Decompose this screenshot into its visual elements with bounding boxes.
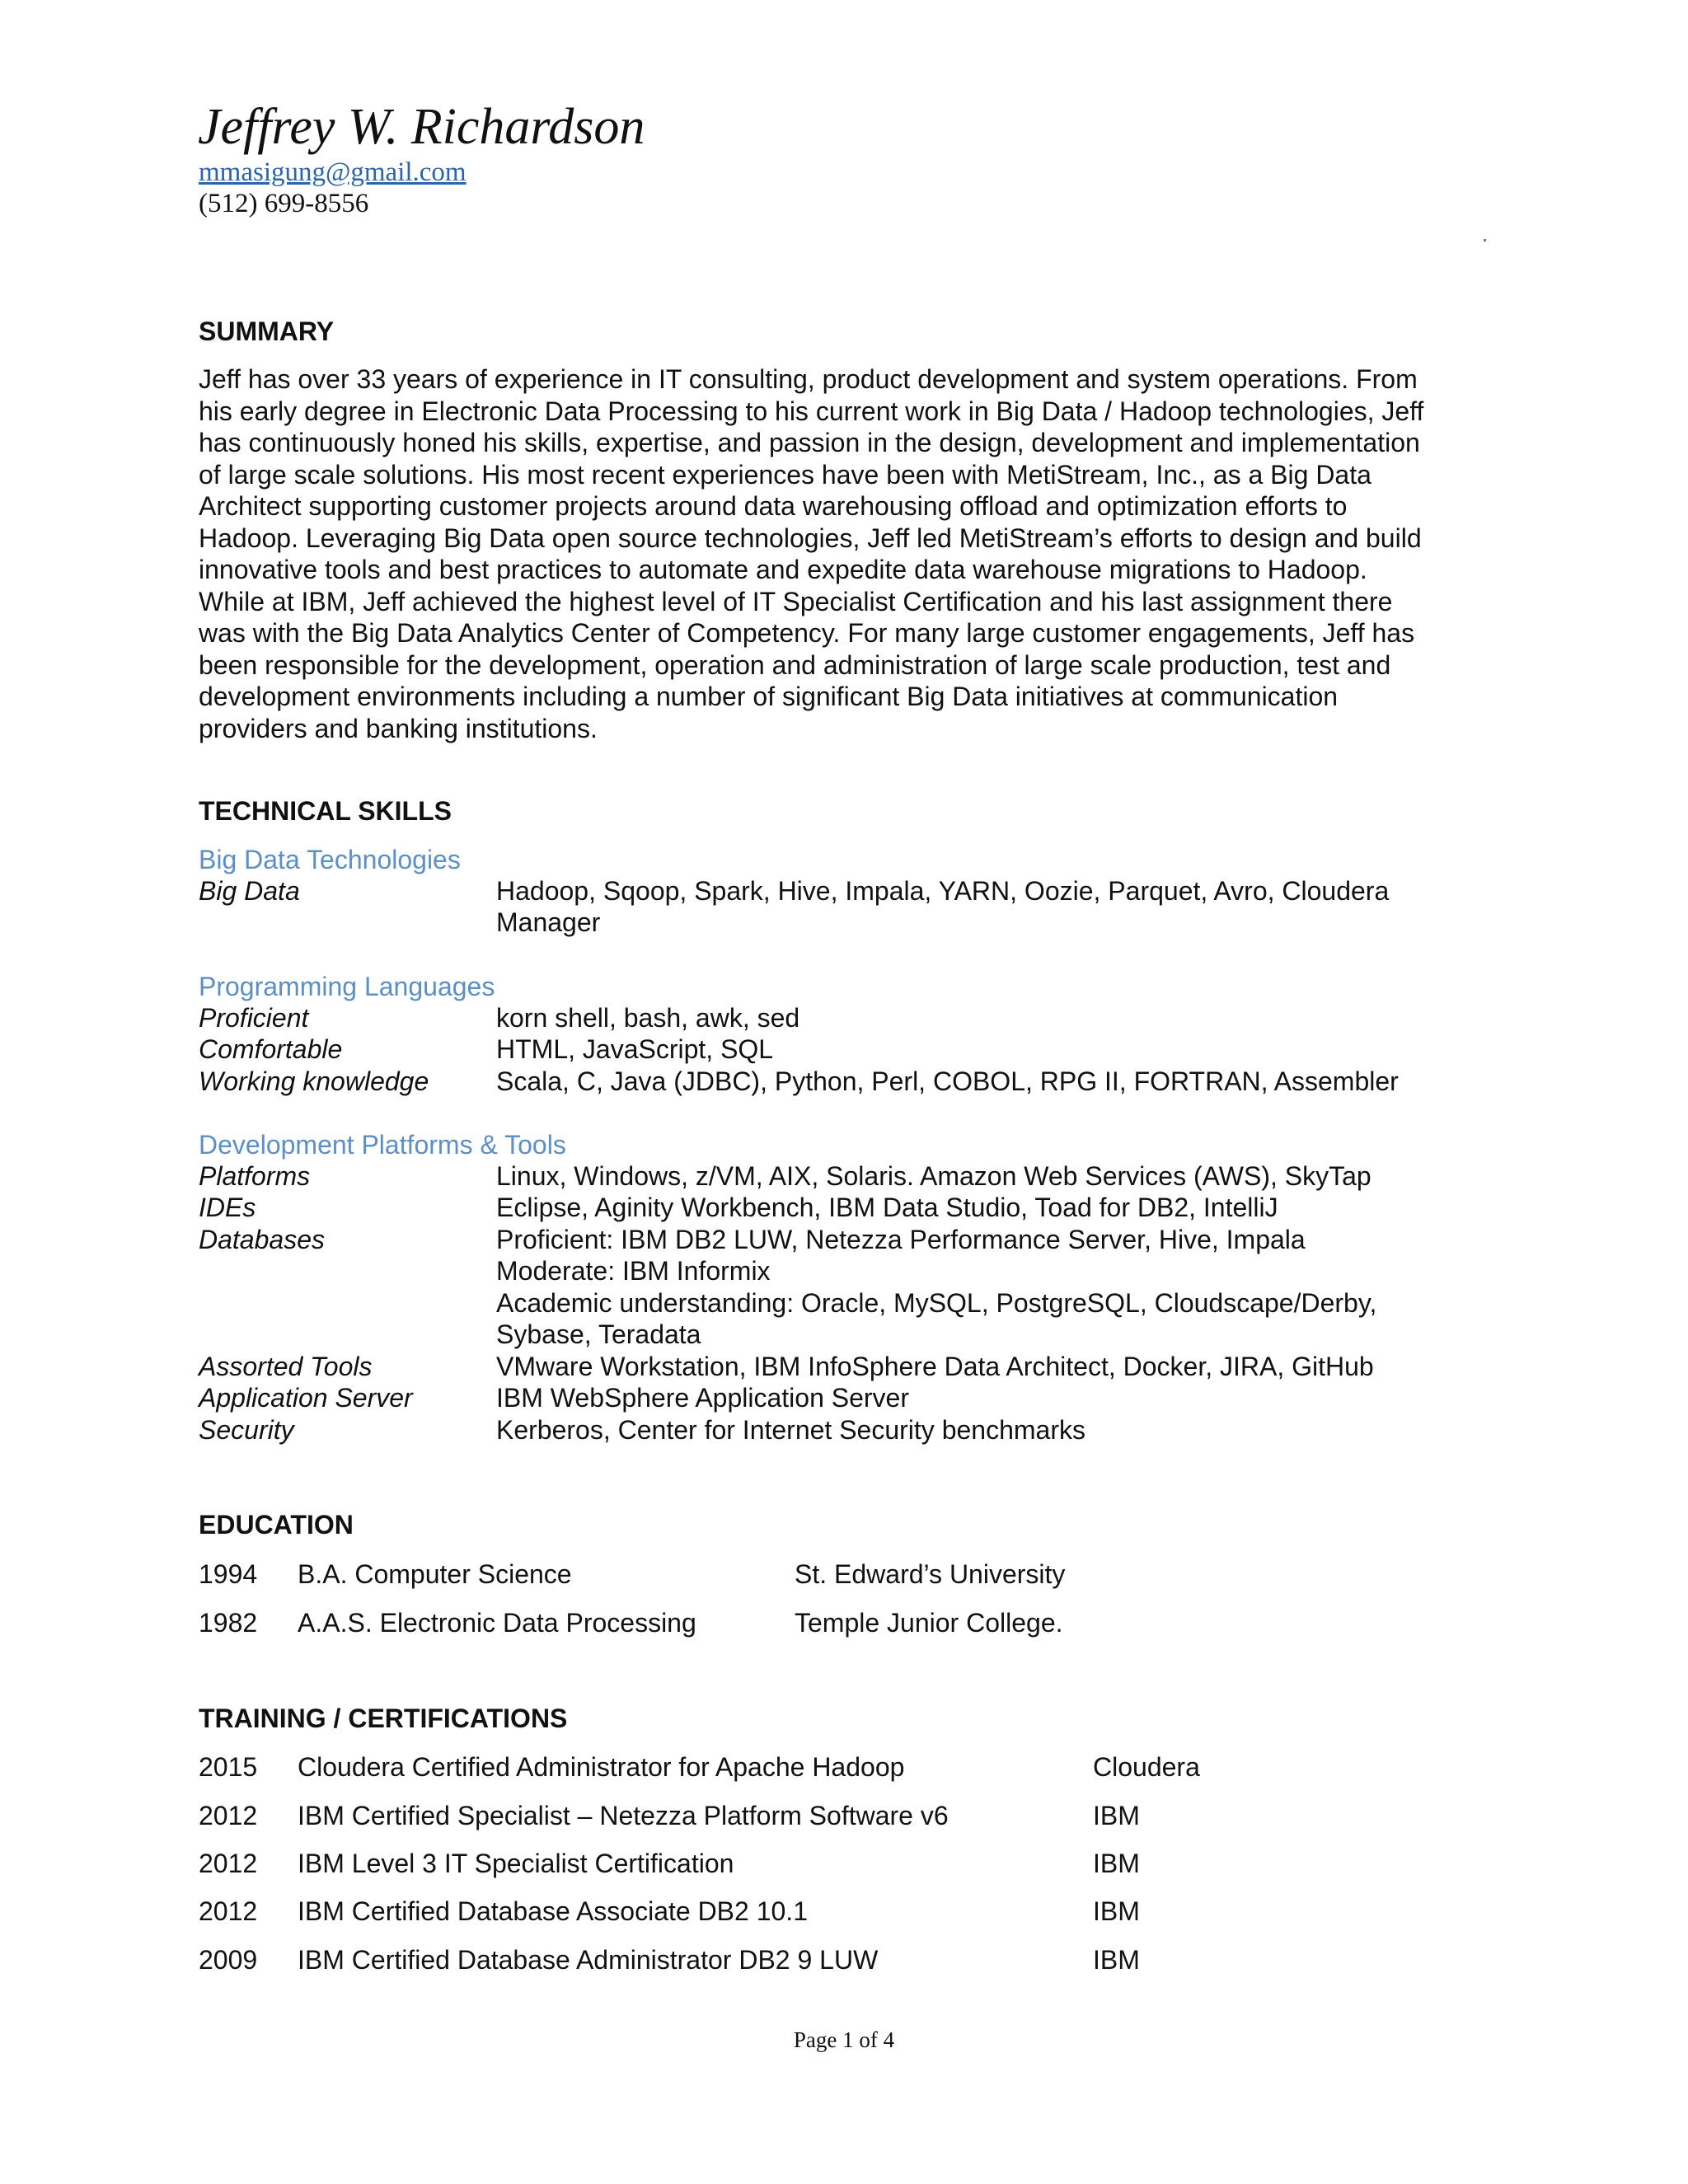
databases-value: Sybase, Teradata xyxy=(496,1319,701,1349)
cert-org: IBM xyxy=(1093,1896,1140,1926)
databases-value: Academic understanding: Oracle, MySQL, PostgreSQL, Cloudscape/Derby, xyxy=(496,1288,1377,1318)
cert-year: 2012 xyxy=(199,1849,258,1878)
cert-year: 2012 xyxy=(199,1896,258,1926)
cert-org: IBM xyxy=(1093,1945,1140,1975)
skill-label: Working knowledge xyxy=(199,1066,429,1096)
cert-year: 2015 xyxy=(199,1752,258,1782)
ides-label: IDEs xyxy=(199,1193,256,1222)
databases-value: Proficient: IBM DB2 LUW, Netezza Performance Server, Hive, Impala xyxy=(496,1225,1306,1254)
platforms-value: Linux, Windows, z/VM, AIX, Solaris. Amazon Web Services (AWS), SkyTap xyxy=(496,1161,1372,1191)
security-value: Kerberos, Center for Internet Security benchmarks xyxy=(496,1415,1085,1445)
tools-label: Assorted Tools xyxy=(199,1352,373,1381)
education-year: 1994 xyxy=(199,1559,258,1589)
cert-org: IBM xyxy=(1093,1849,1140,1878)
page-number: Page 1 of 4 xyxy=(793,2027,895,2052)
big-data-label: Big Data xyxy=(199,876,300,906)
platforms-subheading: Development Platforms & Tools xyxy=(199,1130,566,1160)
appserver-value: IBM WebSphere Application Server xyxy=(496,1383,909,1413)
summary-heading: SUMMARY xyxy=(199,316,335,346)
programming-subheading: Programming Languages xyxy=(199,972,495,1001)
cert-org: Cloudera xyxy=(1093,1752,1200,1782)
candidate-name: Jeffrey W. Richardson xyxy=(198,99,645,155)
certifications-heading: TRAINING / CERTIFICATIONS xyxy=(199,1704,568,1733)
education-school: St. Edward’s University xyxy=(795,1559,1066,1589)
platforms-label: Platforms xyxy=(199,1161,311,1191)
phone-number: (512) 699-8556 xyxy=(199,189,369,218)
cert-title: IBM Level 3 IT Specialist Certification xyxy=(298,1849,734,1878)
tools-value: VMware Workstation, IBM InfoSphere Data Architect, Docker, JIRA, GitHub xyxy=(496,1352,1374,1381)
skill-label: Comfortable xyxy=(199,1034,343,1064)
skill-label: Proficient xyxy=(199,1003,309,1033)
ides-value: Eclipse, Aginity Workbench, IBM Data Studio, Toad for DB2, IntelliJ xyxy=(496,1193,1278,1222)
education-heading: EDUCATION xyxy=(199,1510,354,1540)
big-data-value-cont: Manager xyxy=(496,907,601,937)
databases-value: Moderate: IBM Informix xyxy=(496,1256,771,1286)
skill-value: HTML, JavaScript, SQL xyxy=(496,1034,774,1064)
education-degree: A.A.S. Electronic Data Processing xyxy=(298,1608,696,1638)
cert-title: Cloudera Certified Administrator for Apache Hadoop xyxy=(298,1752,905,1782)
education-year: 1982 xyxy=(199,1608,258,1638)
cert-org: IBM xyxy=(1093,1801,1140,1830)
cert-title: IBM Certified Database Associate DB2 10.1 xyxy=(298,1896,808,1926)
security-label: Security xyxy=(199,1415,294,1445)
big-data-value: Hadoop, Sqoop, Spark, Hive, Impala, YARN, Oozie, Parquet, Avro, Cloudera xyxy=(496,876,1390,906)
databases-label: Databases xyxy=(199,1225,325,1254)
cert-year: 2012 xyxy=(199,1801,258,1830)
skill-value: korn shell, bash, awk, sed xyxy=(496,1003,800,1033)
appserver-label: Application Server xyxy=(199,1383,413,1413)
cert-title: IBM Certified Specialist – Netezza Platform Software v6 xyxy=(298,1801,949,1830)
skills-heading: TECHNICAL SKILLS xyxy=(199,796,452,826)
skill-value: Scala, C, Java (JDBC), Python, Perl, COBOL, RPG II, FORTRAN, Assembler xyxy=(496,1066,1399,1096)
education-degree: B.A. Computer Science xyxy=(298,1559,572,1589)
summary-text: Jeff has over 33 years of experience in IT consulting, product development and system operations. From his early degree in Electronic Data Processing to his current work in Big Data / Hadoop technologies, Jeff has continuously honed his skills, expertise, and passion in the design, development and implementation of large scale solutions. His most recent experiences have been with MetiStream, Inc., as a Big Data Architect supporting customer projects around data warehousing offload and optimization efforts to Hadoop. Leveraging Big Data open source technologies, Jeff led MetiStream’s efforts to design and build innovative tools and best practices to automate and expedite data warehouse migrations to Hadoop. While at IBM, Jeff achieved the highest level of IT Specialist Certification and his last assignment there was with the Big Data Analytics Center of Competency. For many large customer engagements, Jeff has been responsible for the development, operation and administration of large scale production, test and development environments including a number of significant Big Data initiatives at communication providers and banking institutions. xyxy=(199,364,1424,743)
cert-year: 2009 xyxy=(199,1945,258,1975)
email-link[interactable]: mmasigung@gmail.com xyxy=(199,157,467,187)
education-school: Temple Junior College. xyxy=(795,1608,1063,1638)
stray-dot xyxy=(1484,239,1486,241)
cert-title: IBM Certified Database Administrator DB2 9 LUW xyxy=(298,1945,879,1975)
big-data-subheading: Big Data Technologies xyxy=(199,845,461,874)
